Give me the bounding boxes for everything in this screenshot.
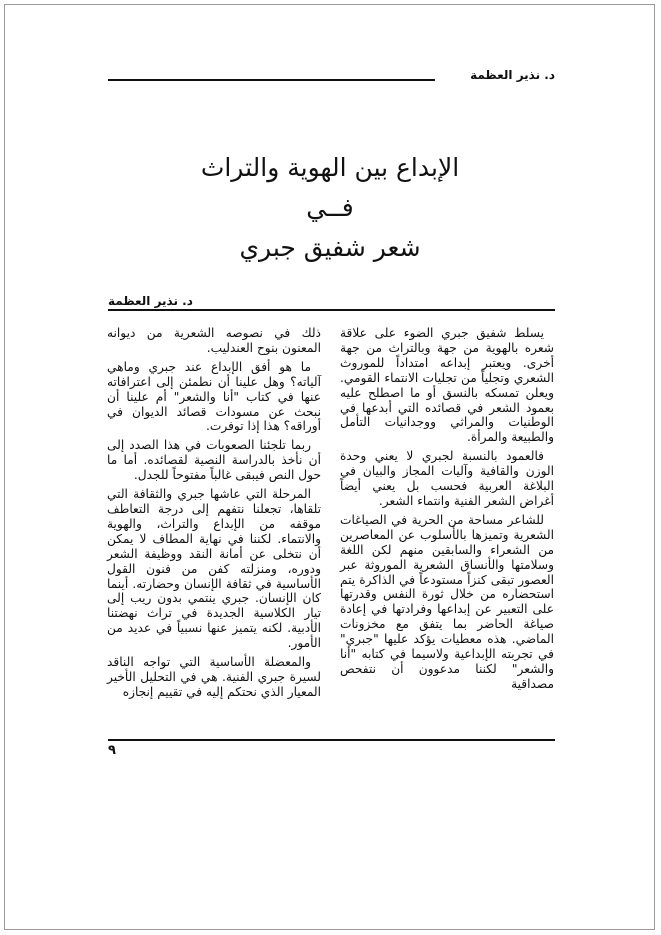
title-line-2: فــي bbox=[306, 193, 354, 222]
paragraph: ربما تلجئنا الصعوبات في هذا الصدد إلى أن نأخذ بالدراسة النصية لقصائده. أما ما حول النص فيبقى غالباً مفتوحاً للجدل. bbox=[107, 438, 321, 483]
page-frame bbox=[4, 4, 655, 930]
paragraph: للشاعر مساحة من الحرية في الصياغات الشعرية وتميزها بالأسلوب عن المعاصرين من الشعراء والسابقين منهم لكن اللغة وسلامتها والأنساق الشعرية الموروثة عبر العصور تبقى كنزاً مستودعاً في الذاكرة يتم استحضاره من خلال ثورة النفس وقدرتها على التعبير عن إبداعها وفرادتها في إعادة صياغة الحاضر بما يتفق مع مخزونات الماضي. هذه معطيات يؤكد عليها "جبري" في تجربته الإبداعية ولاسيما في كتابه "أنا والشعر" لكننا مدعوون أن نتفحص مصداقية bbox=[340, 512, 554, 691]
paragraph: فالعمود بالنسبة لجبري لا يعني وحدة الوزن والقافية وآليات المجاز والبيان في البلاغة العربية فحسب بل يعني أيضاً أغراض الشعر الفنية وانتماء الشعر. bbox=[340, 449, 554, 508]
author-name: د. نذير العظمة bbox=[108, 294, 193, 308]
article-title bbox=[100, 148, 560, 268]
paragraph: ذلك في نصوصه الشعرية من ديوانه المعنون بنوح العندليب. bbox=[107, 326, 321, 355]
footer-rule bbox=[108, 739, 555, 741]
paragraph: المرحلة التي عاشها جبري والثقافة التي تلقاها، تجعلنا نتفهم إلى درجة التعاطف موقفه من الإبداع والتراث، والهوية والانتماء. لكننا في نهاية المطاف لا يمكن أن نتخلى عن أمانة النقد ووظيفة الشعر ودوره، ومنزلته كفن من فنون القول الأساسية في ثقافة الإنسان وحضارته. أينما كان الإنسان. جبري ينتمي بدون ريب إلى تيار الكلاسية الجديدة في تراث نهضتنا الأدبية. لكنه يتميز عنها نسبياً في عديد من الأمور. bbox=[107, 487, 321, 651]
title-line-3: شعر شفيق جبري bbox=[239, 233, 421, 262]
paragraph: والمعضلة الأساسية التي تواجه الناقد لسيرة جبري الفنية. هي في التحليل الأخير المعيار الذي نحتكم إليه في تقييم إنجازه bbox=[107, 655, 321, 699]
header-rule bbox=[108, 79, 435, 81]
page-number: ٩ bbox=[108, 743, 116, 758]
column-left bbox=[107, 326, 321, 704]
column-right bbox=[340, 326, 554, 696]
author-line bbox=[108, 290, 555, 312]
author-rule bbox=[108, 309, 555, 311]
running-author: د. نذير العظمة bbox=[470, 68, 555, 82]
running-header bbox=[108, 64, 555, 86]
paragraph: يسلط شفيق جبري الضوء على علاقة شعره بالهوية من جهة وبالتراث من جهة أخرى. ويعتبر إبداعه امتداداً للموروث الشعري وتجلياً من تجليات الانتماء القومي. ويعلن تمسكه بالنسق أو ما اصطلح عليه بعمود الشعر في قصائده التي أبدعها في الوطنيات والمراثي ووجدانيات التأمل والطبيعة والمرأة. bbox=[340, 326, 554, 445]
paragraph: ما هو أفق الإبداع عند جبري وماهي آلياته؟ وهل علينا أن نطمئن إلى اعترافاته عنها في كتاب "أنا والشعر" أم علينا أن نبحث عن مسودات قصائد الديوان في أوراقه؟ هذا إذا توفرت. bbox=[107, 359, 321, 434]
title-line-1: الإبداع بين الهوية والتراث bbox=[200, 153, 460, 182]
